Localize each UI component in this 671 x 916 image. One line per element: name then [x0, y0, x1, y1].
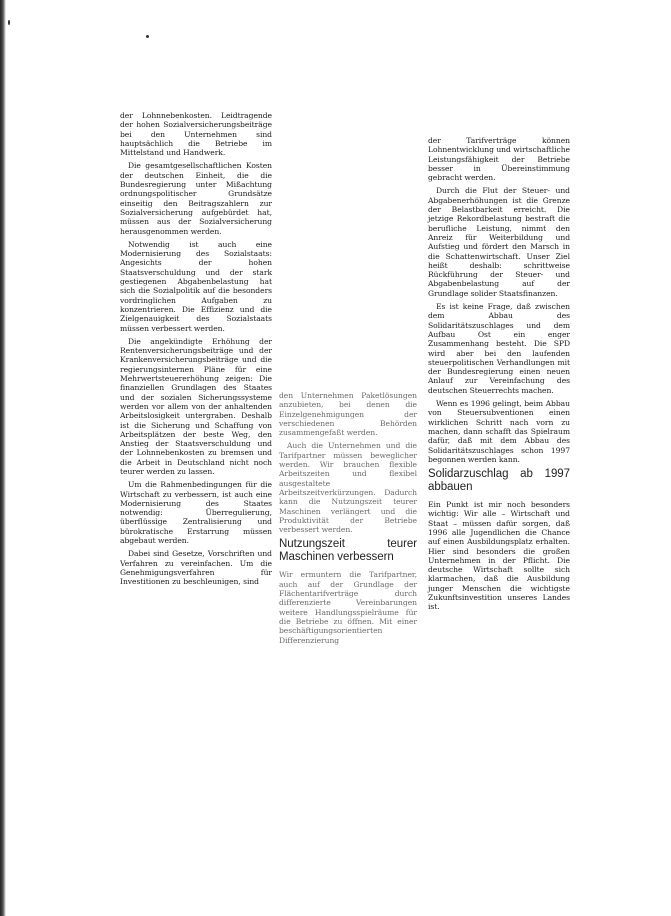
- paragraph: Die angekündigte Erhöhung der Rentenversicherungsbeiträge und der Krankenversicherungsbeiträge und die regierungsinternen Pläne für eine Mehrwertsteuererhöhung zeigen: Die finanziellen Grundlagen des Staates und der sozialen Sicherungssysteme werden vor allem von der anhaltenden Arbeitslosigkeit untergraben. Deshalb ist die Sicherung und Schaffung von Arbeitsplätzen der beste Weg, den Anstieg der Staatsverschuldung und der Lohnnebenkosten zu bremsen und die Arbeit in Deutschland nicht noch teurer werden zu lassen.: [120, 336, 272, 476]
- section-subheading: Solidarzuschlag ab 1997 abbauen: [428, 468, 570, 493]
- paragraph: den Unternehmen Paketlösungen anzubieten, bei denen die Einzelgenehmigungen der verschiedenen Behörden zusammengefaßt werden.: [279, 391, 417, 438]
- paragraph: der Tarifverträge können Lohnentwicklung und wirtschaftliche Leistungsfähigkeit der Betriebe besser in Übereinstimmung gebracht werden.: [428, 136, 570, 183]
- paragraph: der Lohnnebenkosten. Leidtragende der hohen Sozialversicherungsbeiträge bei den Unternehmen sind hauptsächlich die Betriebe im Mittelstand und Handwerk.: [120, 111, 272, 158]
- paragraph: Wir ermuntern die Tarifpartner, auch auf der Grundlage der Flächentarifverträge durch differenzierte Vereinbarungen weitere Handlungsspielräume für die Betriebe zu öffnen. Mit einer beschäftigungsorientierten Differenzierung: [279, 570, 417, 645]
- scan-edge: [0, 0, 6, 916]
- paragraph: Die gesamtgesellschaftlichen Kosten der deutschen Einheit, die die Bundesregierung unter Mißachtung ordnungspolitischer Grundsätze einseitig den Beitragszahlern zur Sozialversicherung aufgebürdet hat, müssen aus der Sozialversicherung herausgenommen werden.: [120, 161, 272, 236]
- text-column-right: [428, 136, 570, 616]
- paragraph: Es ist keine Frage, daß zwischen dem Abbau des Solidaritätszuschlages und dem Aufbau Ost ein enger Zusammenhang besteht. Die SPD wird aber bei den laufenden steuerpolitischen Verhandlungen mit der Bundesregierung einen neuen Anlauf zur Vereinfachung des deutschen Steuerrechts machen.: [428, 302, 570, 395]
- scan-speck: [8, 20, 10, 25]
- section-subheading: Nutzungszeit teurer Maschinen verbessern: [279, 538, 417, 563]
- paragraph: Um die Rahmenbedingungen für die Wirtschaft zu verbessern, ist auch eine Modernisierung des Staates notwendig: Überregulierung, überflüssige Zentralisierung und bürokratische Erstarrung müssen abgebaut werden.: [120, 480, 272, 546]
- paragraph: Notwendig ist auch eine Modernisierung des Sozialstaats: Angesichts der hohen Staatsverschuldung und der stark gestiegenen Abgabenbelastung hat sich die Sozialpolitik auf die besonders vordringlichen Aufgaben zu konzentrieren. Die Effizienz und die Zielgenauigkeit des Sozialstaats müssen verbessert werden.: [120, 239, 272, 333]
- scan-speck: [146, 35, 149, 38]
- paragraph: Durch die Flut der Steuer- und Abgabenerhöhungen ist die Grenze der Belastbarkeit erreicht. Die jetzige Rekordbelastung bestraft die berufliche Leistung, nimmt den Anreiz für Weiterbildung und Aufstieg und fördert den Marsch in die Schattenwirtschaft. Unser Ziel heißt deshalb: schrittweise Rückführung der Steuer- und Abgabenbelastung auf der Grundlage solider Staatsfinanzen.: [428, 186, 570, 298]
- text-column-left: [120, 111, 272, 591]
- paragraph: Wenn es 1996 gelingt, beim Abbau von Steuersubventionen einen wirklichen Schritt nach vorn zu machen, dann schafft das Spielraum dafür, daß mit dem Abbau des Solidaritätszuschlages schon 1997 begonnen werden kann.: [428, 399, 570, 464]
- paragraph: Dabei sind Gesetze, Vorschriften und Verfahren zu vereinfachen. Um die Genehmigungsverfahren für Investitionen zu beschleunigen, sind: [120, 549, 272, 587]
- text-column-middle: [279, 391, 417, 649]
- paragraph: Auch die Unternehmen und die Tarifpartner müssen beweglicher werden. Wir brauchen flexible Arbeitszeiten und flexibel ausgestaltete Arbeitszeitverkürzungen. Dadurch kann die Nutzungszeit teurer Maschinen verlängert und die Produktivität der Betriebe verbessert werden.: [279, 441, 417, 535]
- paragraph: Ein Punkt ist mir noch besonders wichtig: Wir alle – Wirtschaft und Staat – müssen dafür sorgen, daß 1996 alle Jugendlichen die Chance auf einen Ausbildungsplatz erhalten. Hier sind besonders die großen Unternehmen in der Pflicht. Die deutsche Wirtschaft sollte sich klarmachen, daß die Ausbildung junger Menschen die wichtigste Zukunftsinvestition unseres Landes ist.: [428, 500, 570, 612]
